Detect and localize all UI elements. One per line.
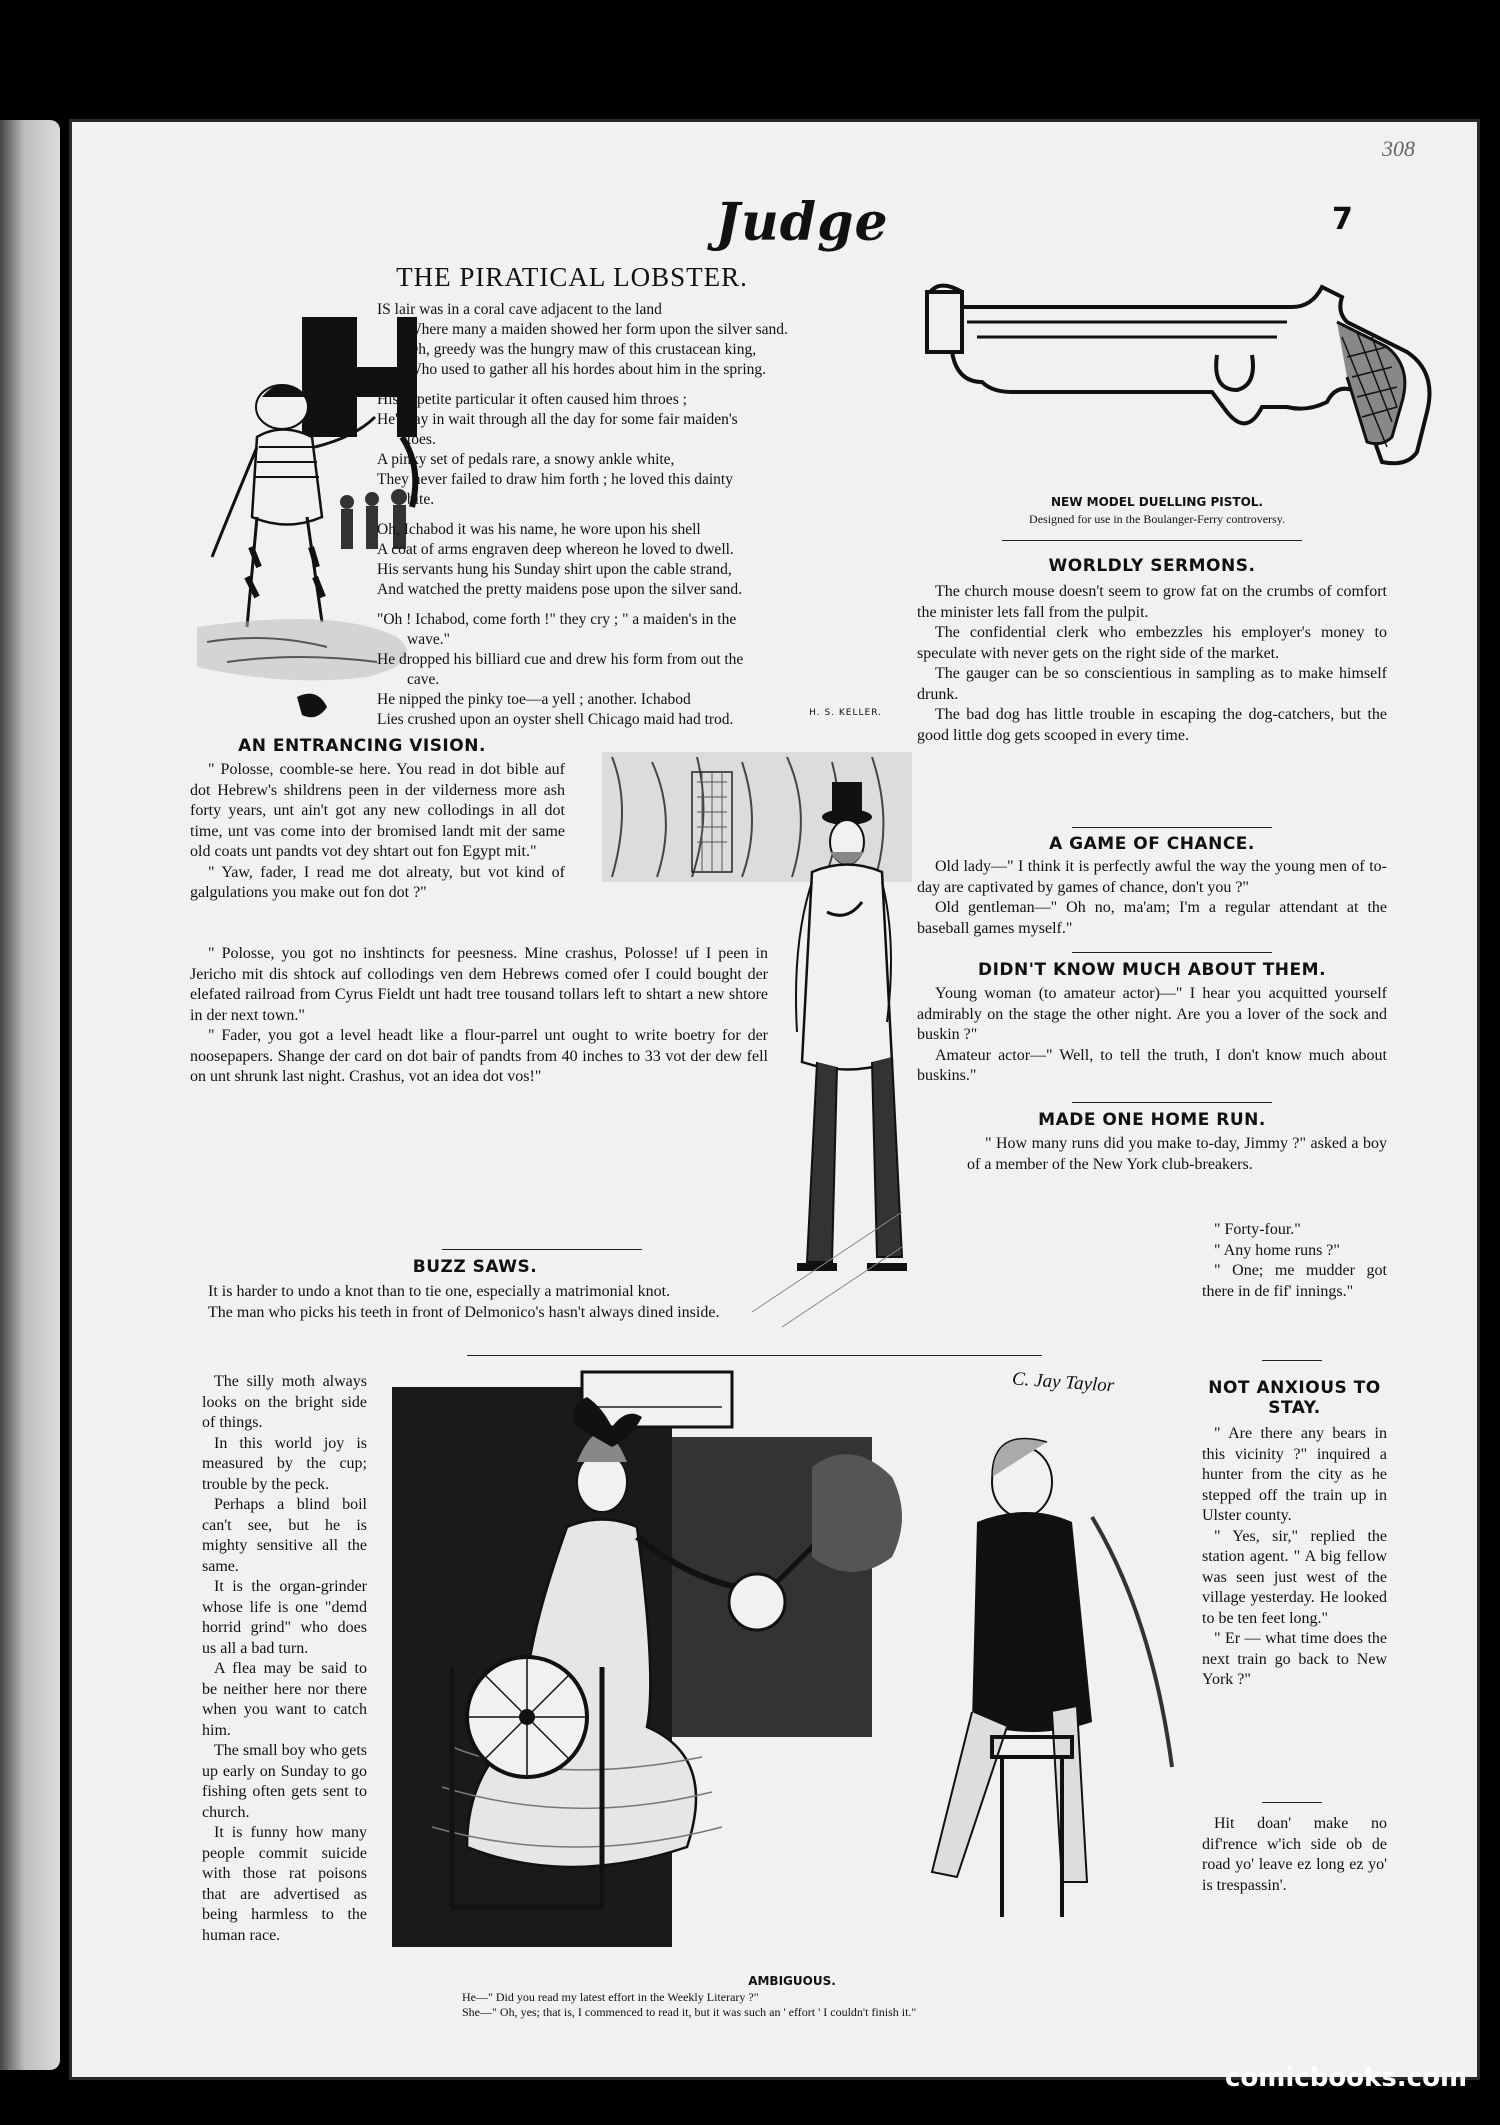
divider (1262, 1360, 1322, 1361)
paragraph: " Forty-four." (1214, 1221, 1301, 1238)
homerun-title: MADE ONE HOME RUN. (1038, 1110, 1266, 1130)
chance-body (917, 857, 1387, 939)
paragraph: Young woman (to amateur actor)—" I hear you acquitted yourself admirably on the stage the other night. Are you a lover of the sock and buskin ?" (917, 985, 1387, 1043)
stanza (377, 390, 877, 510)
homerun-body-narrow (1202, 1220, 1387, 1302)
stanza (377, 520, 877, 600)
buzz-title: BUZZ SAWS. (412, 1257, 538, 1277)
verse-line: They never failed to draw him forth ; he loved this dainty (377, 471, 733, 488)
masthead: Judge (715, 192, 889, 253)
paragraph: Old gentleman—" Oh no, ma'am; I'm a regular attendant at the baseball games myself." (917, 899, 1387, 937)
divider (467, 1355, 1042, 1356)
stanza (377, 300, 877, 380)
paragraph: " Fader, you got a level headt like a flour-parrel unt ought to write boetry for der noosepapers. Shange der card on dot bair of pandts from 40 inches to 33 vot der dew fell on unt shrunk last night. Crashus, vot an idea dot vos!" (190, 1027, 768, 1085)
divider (1262, 1802, 1322, 1803)
paragraph: " How many runs did you make to-day, Jimmy ?" asked a boy of a member of the New York club-breakers. (967, 1135, 1387, 1173)
vision-title: AN ENTRANCING VISION. (238, 736, 486, 756)
anxious-body (1202, 1424, 1387, 1691)
paragraph: Old lady—" I think it is perfectly awful the way the young men of to-day are captivated by games of chance, don't you ?" (917, 858, 1387, 896)
paragraph: " Yes, sir," replied the station agent. " A big fellow was seen just west of the village yesterday. He looked to be ten feet long." (1202, 1527, 1387, 1627)
verse-line: His servants hung his Sunday shirt upon the cable strand, (377, 561, 732, 578)
buzz-body (190, 1282, 768, 1323)
verse-line: Oh, Ichabod it was his name, he wore upon his shell (377, 521, 701, 538)
homerun-body (967, 1134, 1387, 1175)
pistol-caption-title: NEW MODEL DUELLING PISTOL. (1050, 495, 1263, 509)
paragraph: The gauger can be so conscientious in sampling as to make himself drunk. (917, 665, 1387, 703)
paragraph: " One; me mudder got there in de fif' innings." (1202, 1262, 1387, 1300)
paragraph: " Are there any bears in this vicinity ?" inquired a hunter from the city as he stepped off the train up in Ulster county. (1202, 1425, 1387, 1524)
knew-body (917, 984, 1387, 1087)
verse-line: Who used to gather all his hordes about him in the spring. (407, 361, 767, 378)
magazine-page (72, 122, 1477, 2077)
verse-line: He dropped his billiard cue and drew his form from out the (377, 651, 744, 668)
paragraph: The bad dog has little trouble in escaping the dog-catchers, but the good little dog gets scooped in every time. (917, 706, 1387, 744)
verse-line: wave." (407, 631, 450, 648)
verse-line: bite. (407, 491, 435, 508)
paragraph: A flea may be said to be neither here nor there when you want to catch him. (202, 1660, 367, 1739)
verse-line: Where many a maiden showed her form upon the silver sand. (407, 321, 788, 338)
paragraph: It is harder to undo a knot than to tie one, especially a matrimonial knot. (208, 1283, 671, 1300)
paragraph: " Any home runs ?" (1214, 1241, 1340, 1259)
paragraph: The confidential clerk who embezzles his employer's money to speculate with never gets on the right side of the market. (917, 624, 1387, 662)
paragraph: It is funny how many people commit suicide with those rat poisons that are advertised as being harmless to the human race. (202, 1824, 367, 1944)
pencil-note: 308 (1382, 136, 1415, 161)
page-number: 7 (1332, 202, 1353, 237)
watermark: comicbooks.com (1225, 2063, 1468, 2093)
lobster-poem (377, 300, 877, 740)
divider (1072, 1102, 1272, 1103)
paragraph: Amateur actor—" Well, to tell the truth, I don't know much about buskins." (917, 1046, 1387, 1084)
paragraph: Hit doan' make no dif'rence w'ich side ob de road yo' leave ez long ez yo' is trespassin'. (1202, 1815, 1387, 1894)
paragraph: The church mouse doesn't seem to grow fat on the crumbs of comfort the minister lets fall from the pulpit. (917, 583, 1387, 621)
buzz-narrow-column (202, 1372, 367, 1946)
verse-line: "Oh ! Ichabod, come forth !" they cry ; " a maiden's in the (377, 611, 737, 628)
worldly-body (917, 582, 1387, 746)
verse-line: Lies crushed upon an oyster shell Chicago maid had trod. (377, 711, 734, 728)
worldly-title: WORLDLY SERMONS. (1048, 556, 1256, 576)
divider (1072, 952, 1272, 953)
ambiguous-caption-title: AMBIGUOUS. (748, 1974, 836, 1988)
verse-line: He nipped the pinky toe—a yell ; another. Ichabod (377, 691, 691, 708)
paragraph: The silly moth always looks on the bright side of things. (202, 1373, 367, 1431)
verse-line: IS lair was in a coral cave adjacent to the land (377, 301, 662, 318)
chance-title: A GAME OF CHANCE. (1049, 834, 1255, 854)
verse-line: A coat of arms engraven deep whereon he loved to dwell. (377, 541, 734, 558)
lobster-title: THE PIRATICAL LOBSTER. (396, 262, 748, 292)
verse-line: He'd lay in wait through all the day for some fair maiden's (377, 411, 738, 428)
ambiguous-illustration (392, 1367, 1192, 1967)
paragraph: " Polosse, you got no inshtincts for peesness. Mine crashus, Polosse! uf I peen in Jericho mit dis shtock auf collodings ven dem Hebrews comed ofer I could bought der elefated railroad from Cyrus Fieldt unt hadt tree tousand tollars left to shtart a new shtore in der next town." (190, 945, 768, 1024)
pistol-caption: Designed for use in the Boulanger-Ferry controversy. (1029, 512, 1285, 526)
anxious-title: NOT ANXIOUS TO STAY. (1208, 1378, 1381, 1418)
verse-line: cave. (407, 671, 440, 688)
paragraph: The small boy who gets up early on Sunday to go fishing often gets sent to church. (202, 1742, 367, 1821)
knew-title: DIDN'T KNOW MUCH ABOUT THEM. (977, 960, 1327, 980)
paragraph: " Er — what time does the next train go back to New York ?" (1202, 1630, 1387, 1688)
clothier-illustration (602, 752, 912, 1342)
anxious-tag (1202, 1814, 1387, 1896)
verse-line: And watched the pretty maidens pose upon the silver sand. (377, 581, 743, 598)
ambiguous-caption-he: He—" Did you read my latest effort in the Weekly Literary ?" (462, 1990, 759, 2004)
divider (1072, 827, 1272, 828)
previous-page-edge (0, 120, 60, 2070)
divider (1002, 540, 1302, 541)
vision-body-top (190, 760, 565, 904)
paragraph: Perhaps a blind boil can't see, but he is mighty sensitive all the same. (202, 1496, 367, 1575)
lobster-signature: H. S. KELLER. (809, 708, 882, 718)
verse-line: A pinky set of pedals rare, a snowy ankle white, (377, 451, 675, 468)
divider (442, 1249, 642, 1250)
ambiguous-caption-she: She—" Oh, yes; that is, I commenced to read it, but it was such an ' effort ' I couldn't finish it." (462, 2005, 917, 2019)
paragraph: It is the organ-grinder whose life is one "demd horrid grind" who does us all a bad turn. (202, 1578, 367, 1657)
verse-line: toes. (407, 431, 436, 448)
paragraph: In this world joy is measured by the cup; trouble by the peck. (202, 1434, 367, 1493)
paragraph: " Polosse, coomble-se here. You read in dot bible auf dot Hebrew's shildrens peen in der vilderness more ash forty years, unt ain't got any new collodings in all dot time, unt vas come into der bromised landt mit der same old coats unt pandts vot dey shtart out fon Egypt mit." (190, 761, 565, 860)
paragraph: " Yaw, fader, I read me dot alreaty, but vot kind of galgulations you make out fon dot ?" (190, 863, 565, 901)
paragraph: The man who picks his teeth in front of Delmonico's hasn't always dined inside. (208, 1303, 720, 1321)
pistol-illustration (917, 267, 1437, 467)
artist-signature: C. Jay Taylor (1011, 1368, 1115, 1397)
verse-line: Oh, greedy was the hungry maw of this crustacean king, (407, 341, 757, 358)
verse-line: His appetite particular it often caused him throes ; (377, 391, 687, 408)
